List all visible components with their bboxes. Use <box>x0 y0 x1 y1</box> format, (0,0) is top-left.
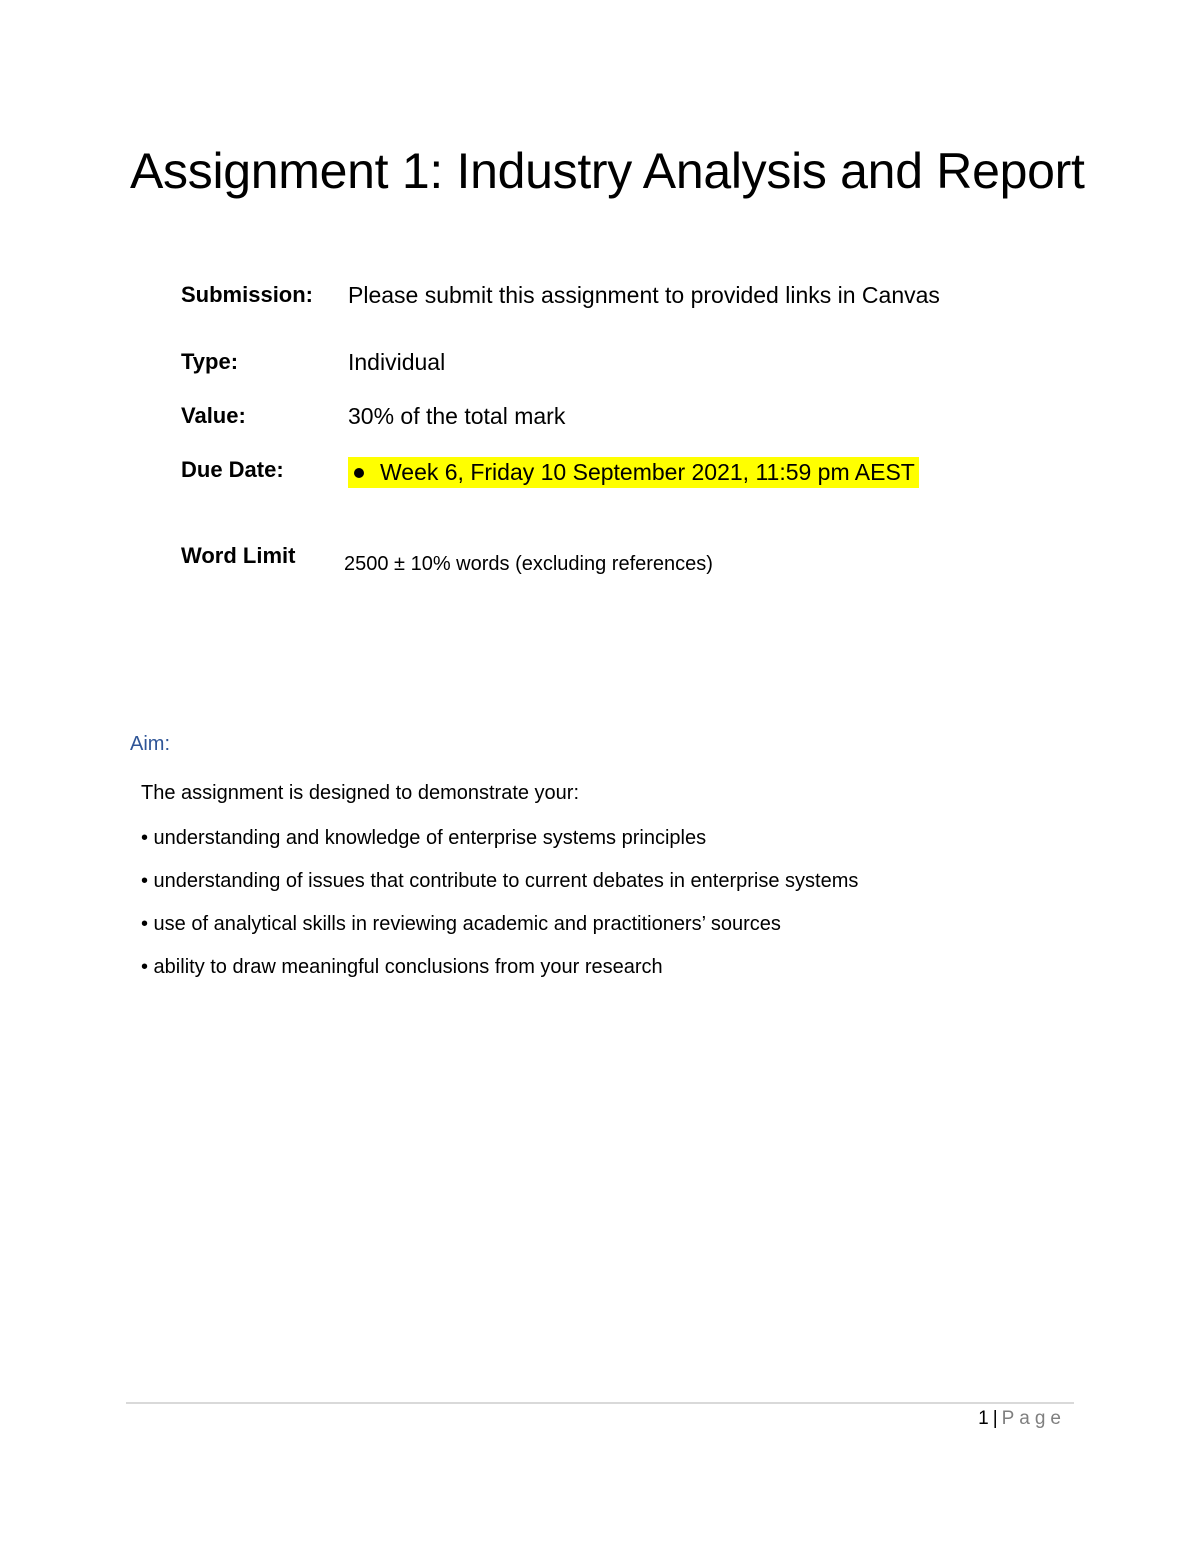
bullet-icon <box>354 468 364 478</box>
aim-item: • understanding and knowledge of enterprise systems principles <box>141 827 707 849</box>
word-limit-label: Word Limit <box>181 543 296 568</box>
page-number: 1 <box>978 1408 989 1429</box>
aim-item: • ability to draw meaningful conclusions from your research <box>141 956 663 978</box>
due-date-label: Due Date: <box>181 457 284 482</box>
aim-heading: Aim: <box>130 733 170 755</box>
type-label: Type: <box>181 349 239 374</box>
page-title: Assignment 1: Industry Analysis and Report <box>130 143 1085 199</box>
submission-value: Please submit this assignment to provided links in Canvas <box>348 282 940 308</box>
due-date-value: Week 6, Friday 10 September 2021, 11:59 pm AEST <box>380 459 915 485</box>
footer-separator: | <box>992 1408 998 1429</box>
aim-item: • use of analytical skills in reviewing academic and practitioners’ sources <box>141 913 781 935</box>
value-value: 30% of the total mark <box>348 403 566 429</box>
due-date-highlight <box>348 457 919 488</box>
word-limit-value: 2500 ± 10% words (excluding references) <box>344 553 713 575</box>
page-word: Page <box>1001 1408 1066 1429</box>
page-footer <box>978 1408 1066 1430</box>
value-label: Value: <box>181 403 246 428</box>
aim-item: • understanding of issues that contribute to current debates in enterprise systems <box>141 870 859 892</box>
type-value: Individual <box>348 349 446 375</box>
footer-divider <box>126 1402 1074 1404</box>
aim-intro: The assignment is designed to demonstrate your: <box>141 782 580 804</box>
submission-label: Submission: <box>181 282 314 307</box>
aim-list <box>141 826 858 998</box>
